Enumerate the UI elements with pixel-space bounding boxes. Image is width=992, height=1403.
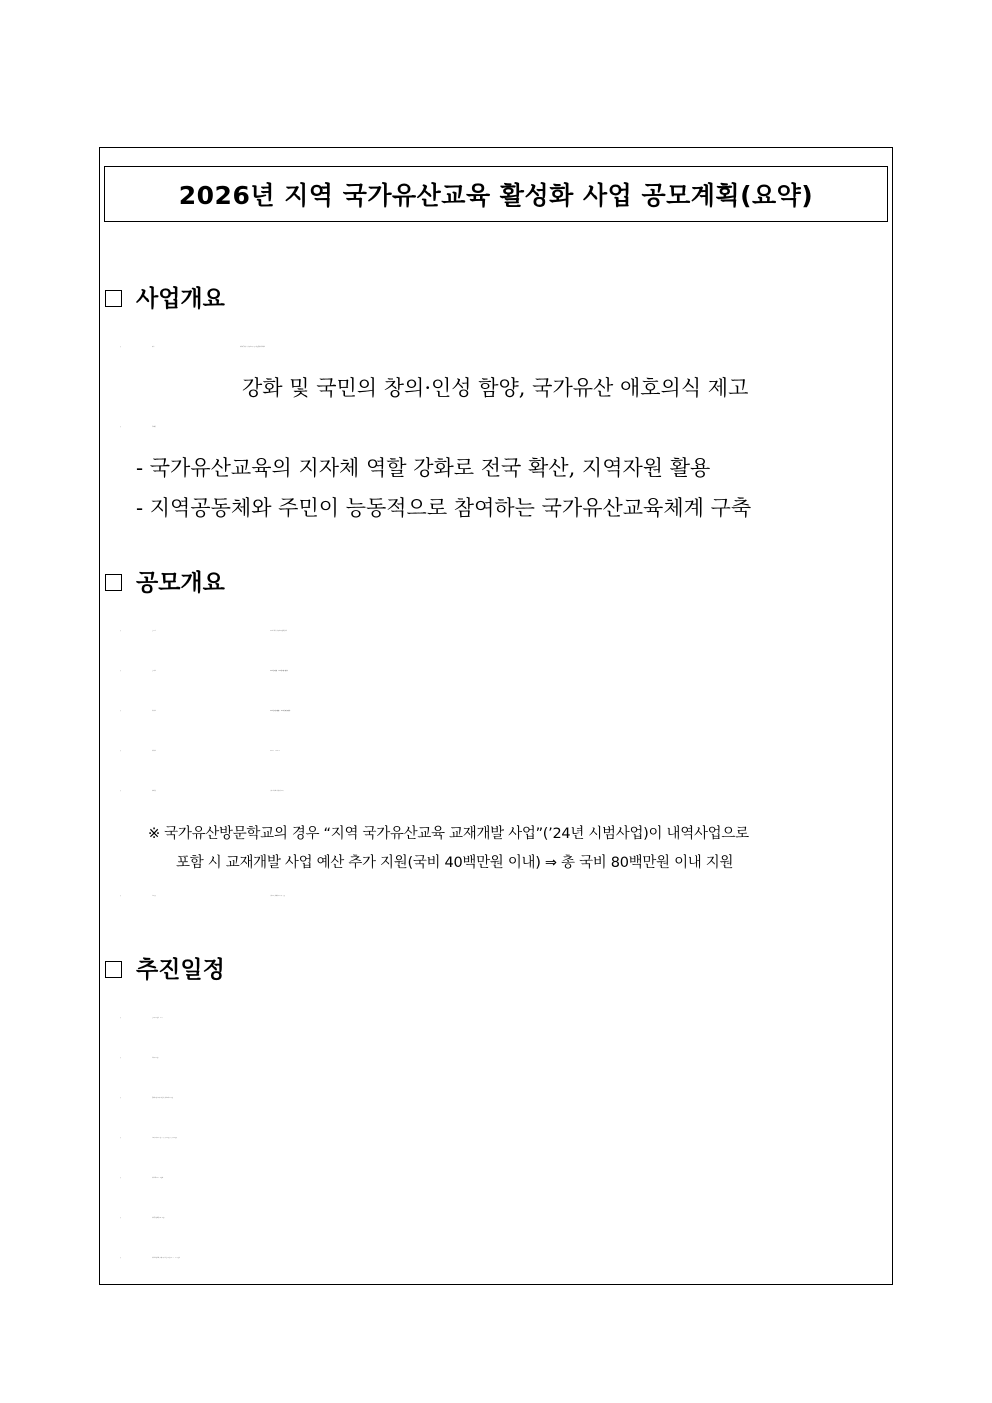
document-frame xyxy=(99,147,893,1285)
bullet-circle-icon: ○ xyxy=(120,347,121,348)
note-line: ※ 국가유산방문학교의 경우 “지역 국가유산교육 교재개발 사업”(’24년 시범사업)이 내역사업으로 xyxy=(148,826,749,842)
bullet-circle-icon: ○ xyxy=(120,1018,121,1019)
direction-label xyxy=(152,413,156,443)
bullet-circle-icon: ○ xyxy=(120,711,121,712)
schedule-text xyxy=(152,1204,165,1234)
bullet-circle-icon: ○ xyxy=(120,671,121,672)
bullet-circle-icon: ○ xyxy=(120,896,121,897)
document-title: 2026년 지역 국가유산교육 활성화 사업 공모계획(요약) xyxy=(104,166,888,222)
bullet-circle-icon: ○ xyxy=(120,1138,121,1139)
schedule-text xyxy=(152,1004,163,1034)
bullet-circle-icon: ○ xyxy=(120,631,121,632)
section-heading-contest xyxy=(105,568,225,598)
subsidy-rate-label xyxy=(152,882,156,912)
schedule-grant-text xyxy=(152,1138,162,1139)
section-title: 사업개요 xyxy=(136,286,225,312)
schedule-text xyxy=(152,1084,173,1114)
note-line: 포함 시 교재개발 사업 예산 추가 지원(국비 40백만원 이내) ⇒ 총 국비 80백만원 이내 지원 xyxy=(176,855,734,871)
schedule-text xyxy=(152,1044,158,1074)
bullet-circle-icon: ○ xyxy=(120,1098,121,1099)
checkbox-square-icon xyxy=(105,961,122,978)
business-period-label xyxy=(152,737,156,767)
support-range-value xyxy=(270,777,284,807)
schedule-text xyxy=(152,1164,163,1194)
direction-item: - 국가유산교육의 지자체 역할 강화로 전국 확산, 지역자원 활용 xyxy=(136,456,711,480)
contest-period-label xyxy=(152,657,156,687)
contest-name-label xyxy=(152,617,156,647)
grant-note xyxy=(162,1138,177,1139)
purpose-text-line2: 강화 및 국민의 창의·인성 함양, 국가유산 애호의식 제고 xyxy=(242,376,749,400)
checkbox-square-icon xyxy=(105,290,122,307)
business-period-value xyxy=(270,737,280,767)
support-range-label xyxy=(152,777,156,807)
contest-period-value xyxy=(270,657,288,687)
subsidy-rate-text xyxy=(270,896,280,897)
bullet-circle-icon: ○ xyxy=(120,751,121,752)
receipt-period-label xyxy=(152,697,156,727)
section-heading-overview xyxy=(105,284,225,314)
subsidy-rate-extra xyxy=(280,896,285,897)
schedule-text xyxy=(152,1244,180,1274)
bullet-circle-icon: ○ xyxy=(120,1178,121,1179)
checkbox-square-icon xyxy=(105,574,122,591)
purpose-text-line1 xyxy=(240,333,890,363)
bullet-circle-icon: ○ xyxy=(120,1058,121,1059)
receipt-period-value xyxy=(270,697,290,727)
bullet-circle-icon: ○ xyxy=(120,1258,121,1259)
bullet-circle-icon: ○ xyxy=(120,1218,121,1219)
bullet-circle-icon: ○ xyxy=(120,427,121,428)
bullet-circle-icon: ○ xyxy=(120,791,121,792)
section-title: 공모개요 xyxy=(136,570,225,596)
direction-item: - 지역공동체와 주민이 능동적으로 참여하는 국가유산교육체계 구축 xyxy=(136,496,752,520)
section-title: 추진일정 xyxy=(136,957,225,983)
section-heading-schedule xyxy=(105,955,225,985)
schedule-text xyxy=(152,1124,177,1154)
purpose-label xyxy=(152,333,155,363)
subsidy-rate-value xyxy=(270,882,285,912)
contest-name-value xyxy=(270,617,287,647)
